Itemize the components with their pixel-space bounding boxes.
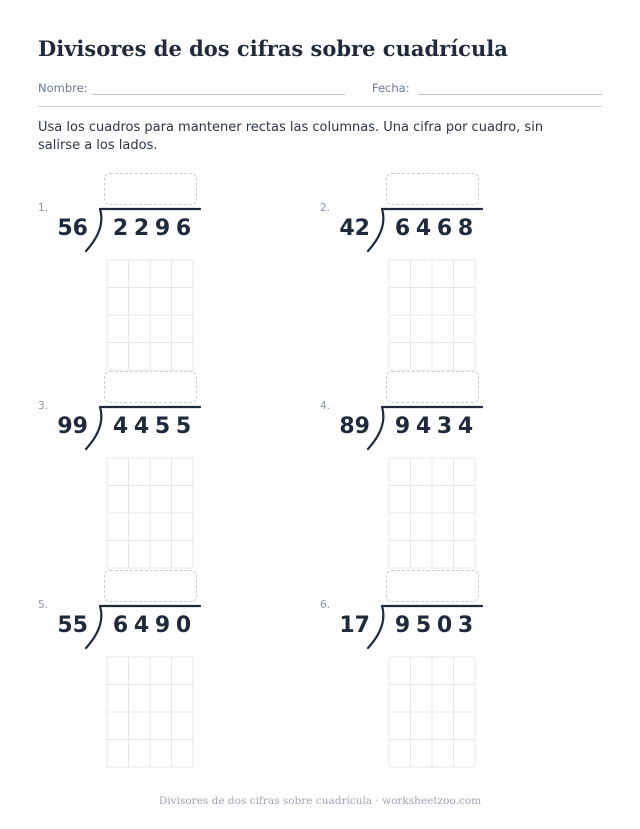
answer-box[interactable]: [386, 173, 479, 205]
dividend-digit: 9: [154, 613, 171, 638]
dividend-digit: 6: [436, 216, 453, 241]
dividend-digit: 2: [133, 216, 150, 241]
date-label: Fecha:: [372, 81, 410, 95]
answer-box[interactable]: [104, 570, 197, 602]
work-grid[interactable]: [106, 259, 196, 371]
work-grid[interactable]: [388, 457, 478, 569]
date-line[interactable]: [418, 94, 602, 95]
divisor: 42: [339, 216, 370, 241]
header-divider: [38, 106, 602, 107]
divisor: 56: [57, 216, 88, 241]
work-grid[interactable]: [106, 457, 196, 569]
divisor: 89: [339, 414, 370, 439]
problem-4: [320, 371, 520, 571]
dividend-digit: 2: [112, 216, 129, 241]
dividend-digit: 5: [154, 414, 171, 439]
dividend-digit: 3: [436, 414, 453, 439]
dividend-digit: 9: [394, 414, 411, 439]
answer-box[interactable]: [386, 371, 479, 403]
page-footer: Divisores de dos cifras sobre cuadrícula · worksheetzoo.com: [158, 795, 482, 807]
dividend: [110, 216, 194, 241]
work-grid[interactable]: [388, 656, 478, 768]
dividend-digit: 4: [415, 216, 432, 241]
divisor: 17: [339, 613, 370, 638]
dividend-digit: 0: [175, 613, 192, 638]
dividend: [110, 613, 194, 638]
dividend: [392, 613, 476, 638]
dividend-digit: 3: [457, 613, 474, 638]
dividend-digit: 8: [457, 216, 474, 241]
name-line[interactable]: [92, 94, 345, 95]
dividend-digit: 4: [112, 414, 129, 439]
problem-6: [320, 570, 520, 770]
work-grid[interactable]: [388, 259, 478, 371]
name-label: Nombre:: [38, 81, 88, 95]
answer-box[interactable]: [104, 371, 197, 403]
dividend-digit: 5: [415, 613, 432, 638]
divisor: 55: [57, 613, 88, 638]
problem-number: 3.: [38, 400, 49, 412]
problem-number: 6.: [320, 599, 331, 611]
problem-number: 4.: [320, 400, 331, 412]
dividend: [392, 216, 476, 241]
dividend-digit: 5: [175, 414, 192, 439]
dividend-digit: 6: [112, 613, 129, 638]
dividend-digit: 4: [133, 613, 150, 638]
dividend: [110, 414, 194, 439]
problem-5: [38, 570, 238, 770]
problem-number: 5.: [38, 599, 49, 611]
instructions: Usa los cuadros para mantener rectas las columnas. Una cifra por cuadro, sin salirse a los lados.: [38, 120, 544, 153]
answer-box[interactable]: [104, 173, 197, 205]
dividend-digit: 6: [175, 216, 192, 241]
dividend-digit: 6: [394, 216, 411, 241]
page-title: Divisores de dos cifras sobre cuadrícula: [38, 36, 508, 61]
problem-number: 2.: [320, 202, 331, 214]
dividend-digit: 4: [457, 414, 474, 439]
work-grid[interactable]: [106, 656, 196, 768]
problem-2: [320, 173, 520, 373]
problem-3: [38, 371, 238, 571]
dividend-digit: 0: [436, 613, 453, 638]
dividend-digit: 4: [133, 414, 150, 439]
dividend-digit: 9: [394, 613, 411, 638]
dividend-digit: 9: [154, 216, 171, 241]
dividend: [392, 414, 476, 439]
divisor: 99: [57, 414, 88, 439]
answer-box[interactable]: [386, 570, 479, 602]
dividend-digit: 4: [415, 414, 432, 439]
problem-1: [38, 173, 238, 373]
problem-number: 1.: [38, 202, 49, 214]
